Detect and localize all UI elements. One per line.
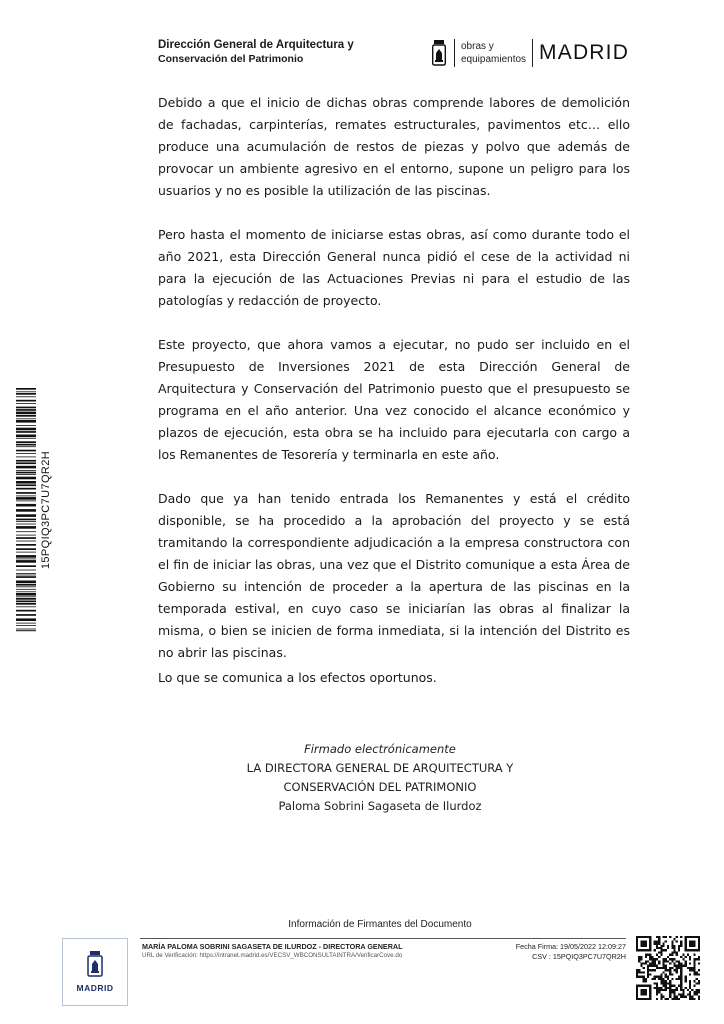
signer-role-line-1: LA DIRECTORA GENERAL DE ARQUITECTURA Y bbox=[246, 761, 514, 775]
body-paragraph: Este proyecto, que ahora vamos a ejecutar, no pudo ser incluido en el Presupuesto de Inversiones 2021 de esta Dirección General de Arquitectura y Conservación del Patrimonio puesto que el presupuesto se programa en el año anterior. Una vez conocido el alcance económico y plazos de ejecución, esta obra se ha incluido para ejecutarla con cargo a los Remanentes de Tesorería y terminarla en este año. bbox=[158, 337, 630, 462]
closing-paragraph: Lo que se comunica a los efectos oportunos. bbox=[158, 670, 437, 685]
logo-divider bbox=[532, 39, 533, 67]
logo-divider bbox=[454, 39, 455, 67]
body-paragraph: Debido a que el inicio de dichas obras comprende labores de demolición de fachadas, carpinterías, remates estructurales, pavimentos etc… ello produce una acumulación de restos de piezas y polvo que además de provocar un ambiente agresivo en el entorno, supone un peligro para los usuarios y no es posible la utilización de las piscinas. bbox=[158, 95, 630, 198]
department-line-2: Conservación del Patrimonio bbox=[158, 53, 304, 65]
department-header bbox=[158, 38, 354, 66]
signers-info-title: Información de Firmantes del Documento bbox=[288, 919, 472, 930]
verification-url[interactable]: URL de Verificación: https://intranet.madrid.es/VECSV_WBCONSULTAINTRA/VerificarCove.do bbox=[142, 952, 403, 959]
signature-date: Fecha Firma: 19/05/2022 12:09:27 bbox=[515, 942, 626, 951]
signer-name: Paloma Sobrini Sagaseta de Ilurdoz bbox=[278, 799, 482, 813]
signer-role-line-2: CONSERVACIÓN DEL PATRIMONIO bbox=[283, 780, 477, 794]
csv-code: CSV : 15PQIQ3PC7U7QR2H bbox=[532, 952, 626, 961]
logo-subtitle bbox=[461, 40, 526, 66]
signed-note: Firmado electrónicamente bbox=[304, 742, 456, 756]
footer-signer: MARÍA PALOMA SOBRINI SAGASETA DE ILURDOZ - DIRECTORA GENERAL bbox=[142, 942, 403, 951]
madrid-crest-icon bbox=[87, 951, 103, 977]
logo-city: MADRID bbox=[539, 41, 630, 64]
department-line-1: Dirección General de Arquitectura y bbox=[158, 39, 354, 51]
logo-subtitle-line-2: equipamientos bbox=[461, 54, 527, 65]
footer-logo-label: MADRID bbox=[76, 983, 114, 993]
logo-subtitle-line-1: obras y bbox=[461, 41, 494, 52]
footer-madrid-logo bbox=[62, 938, 128, 1006]
madrid-crest-icon bbox=[432, 40, 446, 66]
barcode-label bbox=[40, 388, 54, 632]
body-paragraph: Pero hasta el momento de iniciarse estas obras, así como durante todo el año 2021, esta Dirección General nunca pidió el cese de la actividad ni para la ejecución de las Actuaciones Previas ni para el estudio de las patologías y redacción de proyecto. bbox=[158, 227, 630, 308]
barcode-code: 15PQIQ3PC7U7QR2H bbox=[40, 450, 52, 570]
madrid-logo bbox=[432, 36, 629, 70]
body-paragraph: Dado que ya han tenido entrada los Remanentes y está el crédito disponible, se ha procedido a la aprobación del proyecto y se está tramitando la correspondiente adjudicación a la empresa constructora con el fin de iniciar las obras, una vez que el Distrito comunique a esta Área de Gobierno su intención de proceder a la apertura de las piscinas en la temporada estival, en cuyo caso se iniciarían las obras al finalizar la misma, o bien se inicien de forma inmediata, si la intención del Distrito es no abrir las piscinas. bbox=[158, 491, 630, 660]
side-barcode bbox=[16, 388, 36, 632]
qr-code-icon bbox=[636, 936, 700, 1000]
footer-divider bbox=[140, 938, 626, 939]
signature-block bbox=[230, 740, 530, 816]
